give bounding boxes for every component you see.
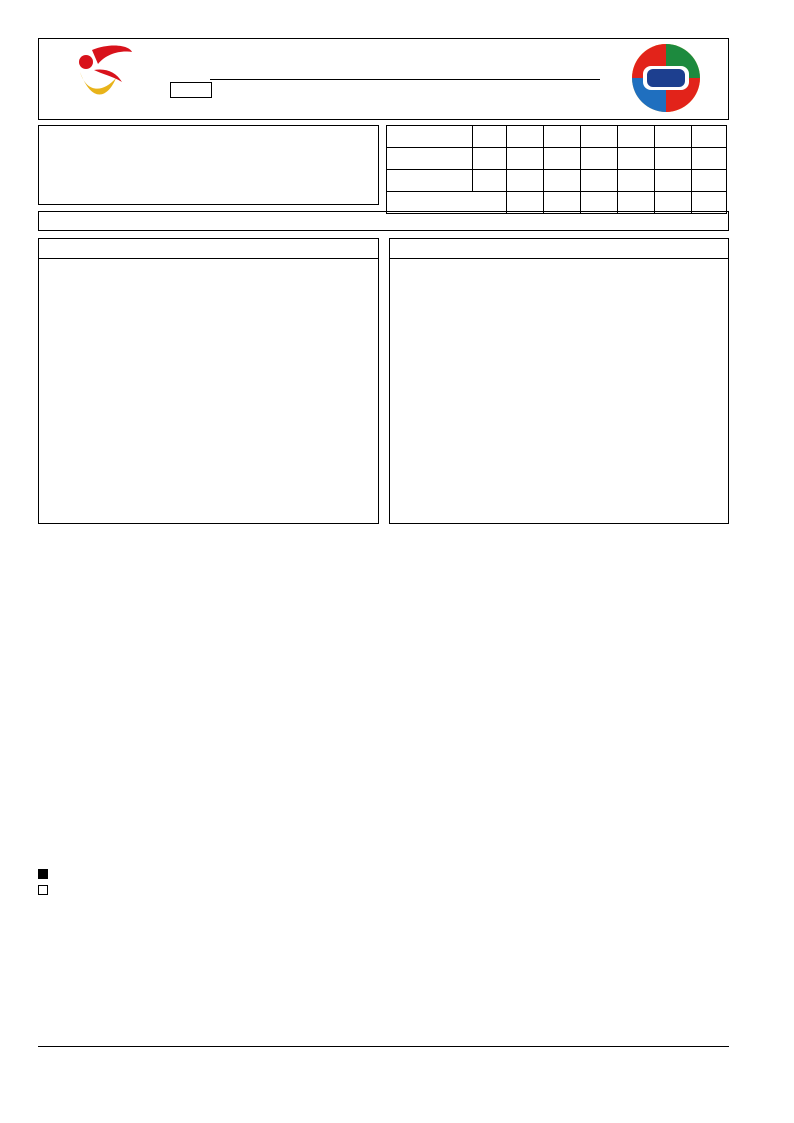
report-code [170, 82, 212, 98]
sets-cell [692, 148, 727, 170]
sets-header-cell [544, 126, 581, 148]
team-b-name [390, 239, 728, 259]
match-row [42, 130, 82, 144]
city-row [42, 152, 54, 166]
sets-table [386, 125, 727, 214]
legend-filled-square-icon [38, 869, 48, 879]
sets-row-team-b [387, 170, 727, 192]
team-a-name [39, 239, 378, 259]
sets-cell [581, 170, 618, 192]
sets-team-name [387, 170, 473, 192]
sets-cell [618, 148, 655, 170]
sets-header-cell [581, 126, 618, 148]
cvl-logo-icon [72, 42, 138, 118]
roster-a-body [39, 259, 378, 487]
sets-header-cell [692, 126, 727, 148]
sets-cell [473, 148, 507, 170]
match-info-box [38, 125, 379, 205]
roster-team-a [38, 238, 379, 524]
sets-cell [544, 148, 581, 170]
sets-cell [618, 170, 655, 192]
sets-header-row [387, 126, 727, 148]
sets-cell [655, 170, 692, 192]
legend-empty-square-icon [38, 885, 48, 895]
footer-rule [38, 1046, 729, 1047]
roster-team-b [389, 238, 729, 524]
sets-header-cell [387, 126, 473, 148]
sets-team-name [387, 148, 473, 170]
duration-row [42, 188, 62, 202]
sets-cell [544, 170, 581, 192]
sets-header-cell [655, 126, 692, 148]
sets-cell [507, 170, 544, 192]
sets-cell [507, 148, 544, 170]
sets-cell [692, 170, 727, 192]
sets-cell [473, 170, 507, 192]
sets-header-cell [618, 126, 655, 148]
cnsg-logo-icon [627, 40, 705, 116]
referees-row [42, 214, 46, 228]
sets-cell [581, 148, 618, 170]
legend [38, 869, 738, 901]
sets-row-team-a [387, 148, 727, 170]
referees-box [38, 211, 729, 231]
sets-header-cell [473, 126, 507, 148]
hall-row [42, 170, 52, 184]
sets-header-cell [507, 126, 544, 148]
title-rule [210, 79, 600, 80]
sets-cell [655, 148, 692, 170]
